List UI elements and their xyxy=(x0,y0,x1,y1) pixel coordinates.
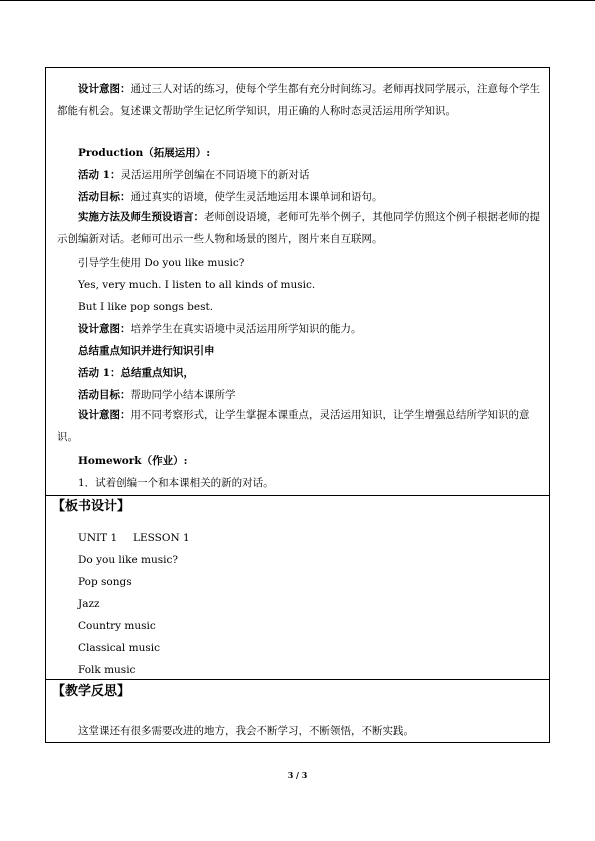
production-heading: Production（拓展运用）: xyxy=(78,147,211,159)
activity-1-summary-line: 活动 1：总结重点知识， xyxy=(78,367,194,379)
design-intent-line-2: 设计意图：培养学生在真实语境中灵活运用所学知识的能力。 xyxy=(78,323,362,335)
reflection-text: 这堂课还有很多需要改进的地方，我会不断学习，不断领悟，不断实践。 xyxy=(78,725,414,737)
homework-item: 1．试着创编一个和本课相关的新的对话。 xyxy=(78,477,274,489)
board-design-title: 【板书设计】 xyxy=(52,499,131,514)
reflection-title: 【教学反思】 xyxy=(52,684,131,699)
activity-goal-line: 活动目标：通过真实的语境，使学生灵活地运用本课单词和语句。 xyxy=(78,191,383,203)
page-top-rule xyxy=(0,0,595,1)
sample-sentence-1: Yes, very much. I listen to all kinds of music. xyxy=(78,279,316,291)
activity-1-line: 活动 1：灵活运用所学创编在不同语境下的新对话 xyxy=(78,169,310,181)
method-paragraph: 实施方法及师生预设语言：老师创设语境，老师可先举个例子，其他同学仿照这个例子根据老师的提示创编新对话。老师可出示一些人物和场景的图片，图片来自互联网。 xyxy=(57,211,540,245)
board-line: Pop songs xyxy=(78,576,132,588)
board-line: Country music xyxy=(78,620,156,632)
board-line: Jazz xyxy=(78,598,100,610)
board-line: Folk music xyxy=(78,664,136,676)
design-intent-paragraph-3: 设计意图：用不同考察形式，让学生掌握本课重点，灵活运用知识，让学生增强总结所学知识的意识。 xyxy=(57,409,530,443)
board-line: Classical music xyxy=(78,642,160,654)
row-divider-reflection xyxy=(45,679,550,680)
summary-heading: 总结重点知识并进行知识引申 xyxy=(78,345,215,357)
board-unit: UNIT 1 xyxy=(78,532,118,544)
board-lesson: LESSON 1 xyxy=(133,532,190,544)
board-line: Do you like music? xyxy=(78,554,179,566)
row-divider-board xyxy=(45,495,550,496)
sample-sentence-2: But I like pop songs best. xyxy=(78,301,214,313)
guide-line: 引导学生使用 Do you like music? xyxy=(78,257,245,269)
activity-goal-line-2: 活动目标：帮助同学小结本课所学 xyxy=(78,389,236,401)
page-number: 3 / 3 xyxy=(287,770,308,780)
homework-heading: Homework（作业）: xyxy=(78,455,188,467)
design-intent-paragraph-1: 设计意图：通过三人对话的练习，使每个学生都有充分时间练习。老师再找同学展示，注意每个学生都能有机会。复述课文帮助学生记忆所学知识，用正确的人称时态灵活运用所学知识。 xyxy=(57,83,540,117)
